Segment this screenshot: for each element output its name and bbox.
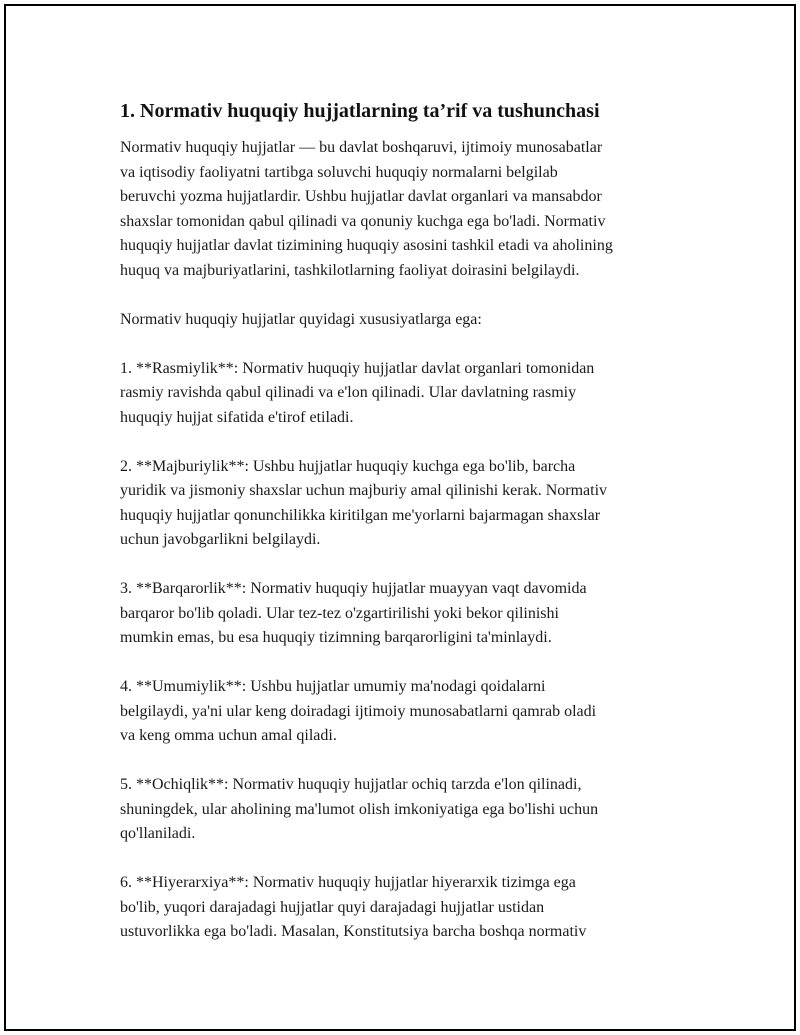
paragraph	[120, 577, 700, 651]
paragraph-list	[120, 136, 700, 945]
paragraph-line: 3. **Barqarorlik**: Normativ huquqiy hujjatlar muayyan vaqt davomida	[120, 580, 587, 597]
paragraph-line: bo'lib, yuqori darajadagi hujjatlar quyi darajadagi hujjatlar ustidan	[120, 898, 545, 916]
paragraph-line: huquqiy hujjatlar qonunchilikka kiritilgan me'yorlarni bajarmagan shaxslar	[120, 506, 601, 524]
section-heading: 1. Normativ huquqiy hujjatlarning ta’rif va tushunchasi	[120, 100, 600, 122]
paragraph	[120, 871, 700, 945]
paragraph-line: Normativ huquqiy hujjatlar quyidagi xususiyatlarga ega:	[120, 310, 482, 328]
paragraph-line: 2. **Majburiylik**: Ushbu hujjatlar huquqiy kuchga ega bo'lib, barcha	[120, 457, 576, 475]
paragraph-line: huquq va majburiyatlarini, tashkilotlarning faoliyat doirasini belgilaydi.	[120, 261, 580, 279]
paragraph-line: 6. **Hiyerarxiya**: Normativ huquqiy hujjatlar hiyerarxik tizimga ega	[120, 874, 576, 891]
paragraph-line: 4. **Umumiylik**: Ushbu hujjatlar umumiy ma'nodagi qoidalarni	[120, 678, 546, 695]
paragraph-line: huquqiy hujjat sifatida e'tirof etiladi.	[120, 408, 354, 426]
paragraph-line: Normativ huquqiy hujjatlar — bu davlat boshqaruvi, ijtimoiy munosabatlar	[120, 139, 603, 156]
paragraph-line: yuridik va jismoniy shaxslar uchun majburiy amal qilinishi kerak. Normativ	[120, 482, 608, 499]
paragraph-line: rasmiy ravishda qabul qilinadi va e'lon qilinadi. Ular davlatning rasmiy	[120, 384, 577, 401]
document-body	[120, 98, 700, 969]
paragraph	[120, 357, 700, 431]
paragraph-line: mumkin emas, bu esa huquqiy tizimning barqarorligini ta'minlaydi.	[120, 629, 552, 646]
paragraph-line: ustuvorlikka ega bo'ladi. Masalan, Konstitutsiya barcha boshqa normativ	[120, 923, 587, 940]
paragraph-line: va iqtisodiy faoliyatni tartibga soluvchi huquqiy normalarni belgilab	[120, 163, 558, 181]
paragraph-line: va keng omma uchun amal qiladi.	[120, 727, 337, 744]
paragraph	[120, 136, 700, 283]
paragraph-line: beruvchi yozma hujjatlardir. Ushbu hujjatlar davlat organlari va mansabdor	[120, 188, 602, 205]
paragraph-line: uchun javobgarlikni belgilaydi.	[120, 531, 321, 548]
paragraph	[120, 308, 700, 333]
paragraph-line: shuningdek, ular aholining ma'lumot olish imkoniyatiga ega bo'lishi uchun	[120, 800, 599, 818]
paragraph-line: barqaror bo'lib qoladi. Ular tez-tez o'zgartirilishi yoki bekor qilinishi	[120, 604, 559, 622]
paragraph-line: belgilaydi, ya'ni ular keng doiradagi ijtimoiy munosabatlarni qamrab oladi	[120, 702, 597, 720]
page-frame	[4, 4, 796, 1031]
paragraph-line: 1. **Rasmiylik**: Normativ huquqiy hujjatlar davlat organlari tomonidan	[120, 359, 595, 377]
paragraph	[120, 455, 700, 553]
paragraph-line: 5. **Ochiqlik**: Normativ huquqiy hujjatlar ochiq tarzda e'lon qilinadi,	[120, 776, 582, 793]
paragraph	[120, 675, 700, 749]
paragraph-line: huquqiy hujjatlar davlat tizimining huquqiy asosini tashkil etadi va aholining	[120, 237, 613, 254]
paragraph	[120, 773, 700, 847]
paragraph-line: shaxslar tomonidan qabul qilinadi va qonuniy kuchga ega bo'ladi. Normativ	[120, 212, 606, 230]
paragraph-line: qo'llaniladi.	[120, 825, 196, 842]
